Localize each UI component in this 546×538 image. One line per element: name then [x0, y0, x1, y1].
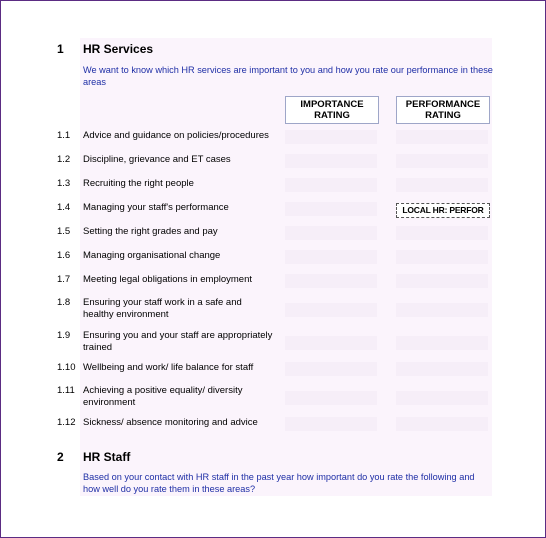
performance-rating-cell[interactable] [396, 274, 488, 288]
item-number: 1.10 [57, 362, 76, 373]
importance-rating-header [285, 96, 379, 124]
item-number: 1.9 [57, 330, 71, 341]
item-label: Advice and guidance on policies/procedures [83, 130, 269, 141]
importance-rating-cell[interactable] [285, 391, 377, 405]
performance-rating-cell[interactable] [396, 362, 488, 376]
item-label: Sickness/ absence monitoring and advice [83, 417, 258, 428]
section-2-number: 2 [57, 450, 64, 464]
item-label: Wellbeing and work/ life balance for staff [83, 362, 254, 373]
performance-rating-cell[interactable] [396, 130, 488, 144]
item-label: Ensuring your staff work in a safe and healthy environment [83, 297, 242, 320]
performance-rating-cell[interactable] [396, 178, 488, 192]
importance-rating-cell[interactable] [285, 226, 377, 240]
item-number: 1.11 [57, 385, 75, 396]
section-1-title: HR Services [83, 42, 154, 56]
section-2-title: HR Staff [83, 450, 131, 464]
local-hr-performance-label: LOCAL HR: PERFOR [396, 203, 490, 218]
importance-rating-cell[interactable] [285, 178, 377, 192]
performance-rating-cell[interactable] [396, 303, 488, 317]
item-number: 1.5 [57, 226, 71, 237]
item-number: 1.3 [57, 178, 71, 189]
item-label: Achieving a positive equality/ diversity environment [83, 385, 243, 408]
importance-rating-cell[interactable] [285, 154, 377, 168]
item-label: Discipline, grievance and ET cases [83, 154, 231, 165]
item-number: 1.12 [57, 417, 76, 428]
importance-rating-cell[interactable] [285, 362, 377, 376]
performance-rating-cell[interactable] [396, 154, 488, 168]
importance-rating-cell[interactable] [285, 274, 377, 288]
section-1-intro: We want to know which HR services are important to you and how you rate our performance in these areas [83, 65, 493, 87]
item-number: 1.2 [57, 154, 71, 165]
importance-rating-cell[interactable] [285, 130, 377, 144]
section-2-intro: Based on your contact with HR staff in the past year how important do you rate the following and how well do you rate them in these areas? [83, 472, 475, 494]
importance-rating-cell[interactable] [285, 202, 377, 216]
performance-rating-cell[interactable] [396, 250, 488, 264]
item-label: Meeting legal obligations in employment [83, 274, 252, 285]
importance-rating-cell[interactable] [285, 417, 377, 431]
importance-rating-cell[interactable] [285, 336, 377, 350]
performance-rating-cell[interactable] [396, 417, 488, 431]
item-label: Managing organisational change [83, 250, 221, 261]
item-label: Managing your staff's performance [83, 202, 229, 213]
importance-rating-label: IMPORTANCE RATING [300, 99, 364, 121]
performance-rating-cell[interactable] [396, 391, 488, 405]
importance-rating-cell[interactable] [285, 303, 377, 317]
section-1-number: 1 [57, 42, 64, 56]
item-number: 1.1 [57, 130, 71, 141]
item-number: 1.4 [57, 202, 71, 213]
item-number: 1.8 [57, 297, 71, 308]
performance-rating-header [396, 96, 490, 124]
item-label: Ensuring you and your staff are appropriately trained [83, 330, 273, 353]
item-number: 1.7 [57, 274, 71, 285]
item-label: Setting the right grades and pay [83, 226, 218, 237]
item-number: 1.6 [57, 250, 71, 261]
item-label: Recruiting the right people [83, 178, 194, 189]
performance-rating-cell[interactable] [396, 226, 488, 240]
performance-rating-cell[interactable] [396, 336, 488, 350]
performance-rating-label: PERFORMANCE RATING [405, 99, 481, 121]
importance-rating-cell[interactable] [285, 250, 377, 264]
